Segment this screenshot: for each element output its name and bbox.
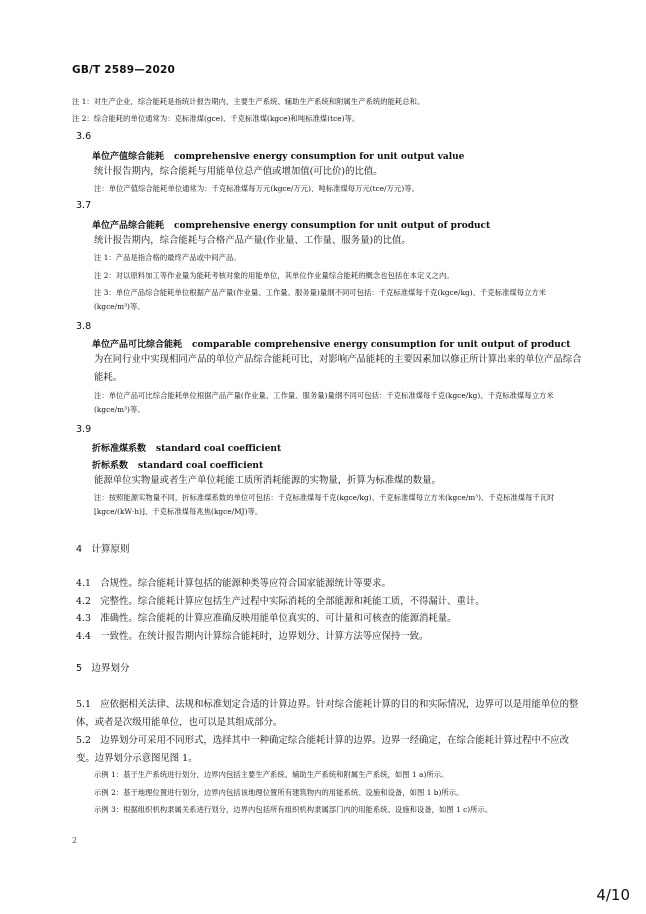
- term-en: comprehensive energy consumption for unit output of product: [174, 221, 491, 231]
- page-counter: 4/10: [596, 886, 630, 904]
- section-5-title: 5 边界划分: [76, 663, 130, 674]
- definition-3-6: 统计报告期内，综合能耗与用能单位总产值或增加值(可比价)的比值。: [94, 166, 383, 177]
- note-3-9: 注：按照能源实物量不同，折标准煤系数的单位可包括：千克标准煤每千克(kgce/kg)、千克标准煤每立方米(kgce/m³)、千克标准煤每千瓦时[kgce/(kW·h)]、千克标准煤每兆焦(kgce/MJ)等。: [94, 493, 555, 516]
- clause-number-3-8: 3.8: [76, 321, 92, 332]
- clause-4-2: 4.2 完整性。综合能耗计算应包括生产过程中实际消耗的全部能源和耗能工质，不得漏计、重计。: [76, 596, 485, 607]
- clause-4-1: 4.1 合规性。综合能耗计算包括的能源种类等应符合国家能源统计等要求。: [76, 578, 391, 589]
- term-cn: 单位产值综合能耗: [92, 152, 165, 162]
- clause-5-1: 5.1 应依据相关法律、法规和标准划定合适的计算边界。针对综合能耗计算的目的和实际情况，边界可以是用能单位的整体，或者是次级用能单位，也可以是其组成部分。: [76, 699, 579, 728]
- example-3: 示例 3：根据组织机构隶属关系进行划分，边界内包括所有组织机构隶属部门内的用能系统、设施和设备，如图 1 c)所示。: [94, 805, 493, 814]
- note-3-8: 注：单位产品可比综合能耗单位根据产品产量(作业量、工作量、服务量)量纲不同可包括：千克标准煤每千克(kgce/kg)、千克标准煤每立方米(kgce/m³)等。: [94, 391, 554, 414]
- example-2: 示例 2：基于地理位置进行划分，边界内包括该地理位置所有建筑物内的用能系统、设施和设备，如图 1 b)所示。: [94, 788, 464, 797]
- section-4-title: 4 计算原则: [76, 544, 130, 555]
- term-cn: 折标系数: [92, 461, 129, 471]
- note-3-7-2: 注 2：对以原料加工等作业量为能耗考核对象的用能单位，其单位作业量综合能耗的概念也包括在本定义之内。: [94, 271, 454, 280]
- term-3-7: [92, 218, 602, 231]
- note-3-5-1: 注 1：对生产企业，综合能耗是指统计报告期内，主要生产系统、辅助生产系统和附属生产系统的能耗总和。: [72, 97, 425, 106]
- term-en: comparable comprehensive energy consumption for unit output of product: [192, 340, 571, 350]
- term-en: comprehensive energy consumption for unit output value: [174, 152, 465, 162]
- term-en: standard coal coefficient: [138, 461, 264, 471]
- clause-number-3-7: 3.7: [76, 200, 92, 211]
- definition-3-9: 能源单位实物量或者生产单位耗能工质所消耗能源的实物量，折算为标准煤的数量。: [94, 475, 441, 486]
- example-1: 示例 1：基于生产系统进行划分，边界内包括主要生产系统、辅助生产系统和附属生产系统，如图 1 a)所示。: [94, 770, 449, 779]
- clause-number-3-6: 3.6: [76, 131, 92, 142]
- note-3-7-3: 注 3：单位产品综合能耗单位根据产品产量(作业量、工作量、服务量)量纲不同可包括：千克标准煤每千克(kgce/kg)、千克标准煤每立方米(kgce/m³)等。: [94, 288, 547, 311]
- clause-4-4: 4.4 一致性。在统计报告期内计算综合能耗时，边界划分、计算方法等应保持一致。: [76, 631, 429, 642]
- standard-code-header: GB/T 2589—2020: [72, 64, 176, 76]
- definition-3-8: 为在同行业中实现相同产品的单位产品综合能耗可比，对影响产品能耗的主要因素加以修正所计算出来的单位产品综合能耗。: [94, 354, 582, 383]
- term-en: standard coal coefficient: [156, 444, 282, 454]
- term-3-9-b: [92, 458, 602, 471]
- term-cn: 折标准煤系数: [92, 444, 147, 454]
- page-number: 2: [72, 836, 78, 845]
- clause-number-3-9: 3.9: [76, 424, 92, 435]
- clause-4-3: 4.3 准确性。综合能耗的计算应准确反映用能单位真实的、可计量和可核查的能源消耗量。: [76, 613, 457, 624]
- definition-3-7: 统计报告期内，综合能耗与合格产品产量(作业量、工作量、服务量)的比值。: [94, 235, 411, 246]
- term-3-6: [92, 149, 602, 162]
- term-cn: 单位产品综合能耗: [92, 221, 165, 231]
- note-3-7-1: 注 1：产品是指合格的最终产品或中间产品。: [94, 253, 241, 262]
- note-3-5-2: 注 2：综合能耗的单位通常为：克标准煤(gce)、千克标准煤(kgce)和吨标准煤(tce)等。: [72, 114, 360, 123]
- clause-5-2: 5.2 边界划分可采用不同形式，选择其中一种确定综合能耗计算的边界。边界一经确定，在综合能耗计算过程中不应改变。边界划分示意图见图 1。: [76, 735, 570, 764]
- term-3-9-a: [92, 441, 602, 454]
- term-3-8: [92, 337, 602, 350]
- term-cn: 单位产品可比综合能耗: [92, 340, 183, 350]
- note-3-6: 注：单位产值综合能耗单位通常为：千克标准煤每万元(kgce/万元)、吨标准煤每万元(tce/万元)等。: [94, 184, 419, 193]
